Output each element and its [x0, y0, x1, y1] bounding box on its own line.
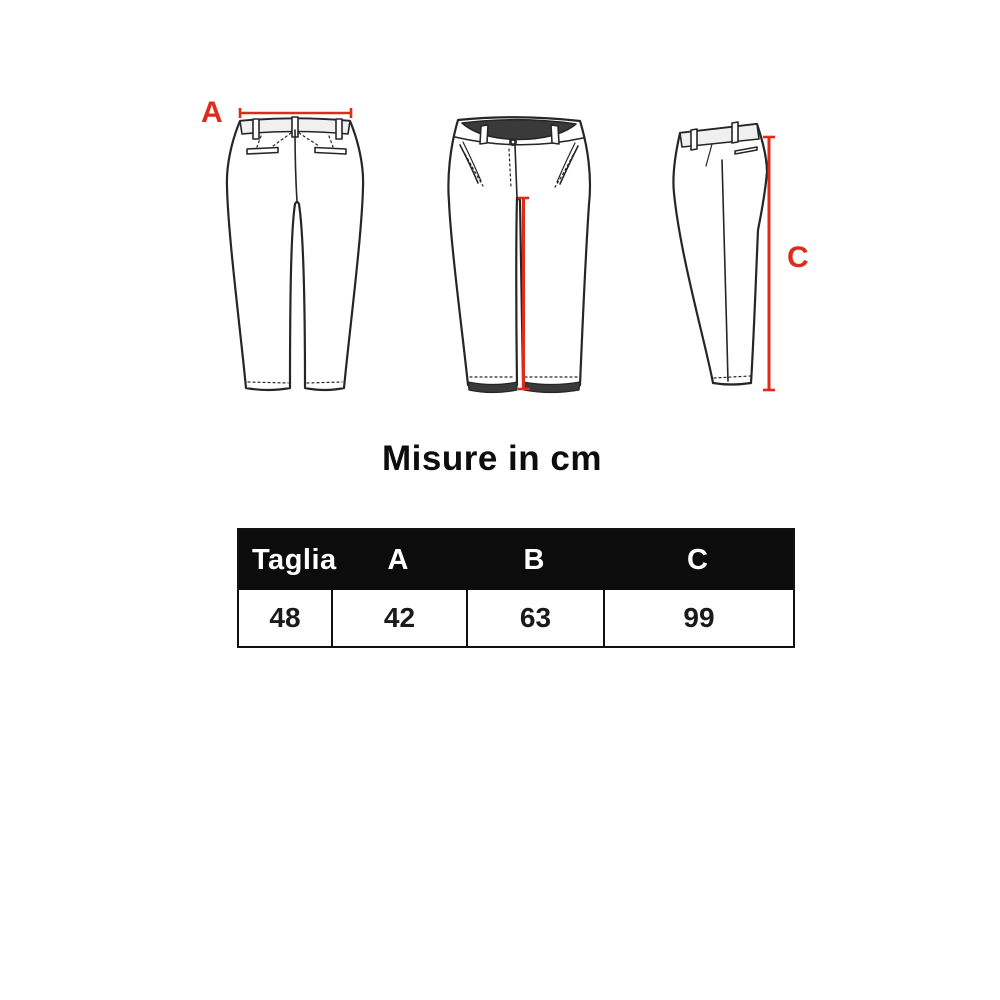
page-title: Misure in cm [382, 439, 602, 478]
size-table-row [239, 590, 793, 646]
pants-side-body [673, 122, 767, 385]
pants-side-view-drawing [666, 115, 786, 397]
measurement-label-c: C [787, 241, 809, 274]
size-table-header-b: B [523, 543, 546, 576]
size-table-cell-taglia: 48 [269, 602, 301, 633]
size-table-header-a: A [387, 543, 410, 576]
size-table [237, 528, 795, 648]
size-table-cell-b: 63 [466, 590, 603, 646]
pants-back-body [227, 117, 363, 390]
pants-front-body [448, 117, 590, 392]
measurement-label-a: A [201, 96, 223, 129]
size-table-header-c: C [687, 543, 709, 576]
pants-back-view-drawing [193, 95, 383, 405]
front-button [509, 138, 517, 146]
size-table-cell-c: 99 [603, 590, 793, 646]
size-table-cell-a: 42 [331, 590, 466, 646]
size-table-header-taglia: Taglia [252, 543, 337, 576]
size-table-header-row [239, 530, 793, 590]
pants-front-view-drawing [443, 112, 593, 397]
